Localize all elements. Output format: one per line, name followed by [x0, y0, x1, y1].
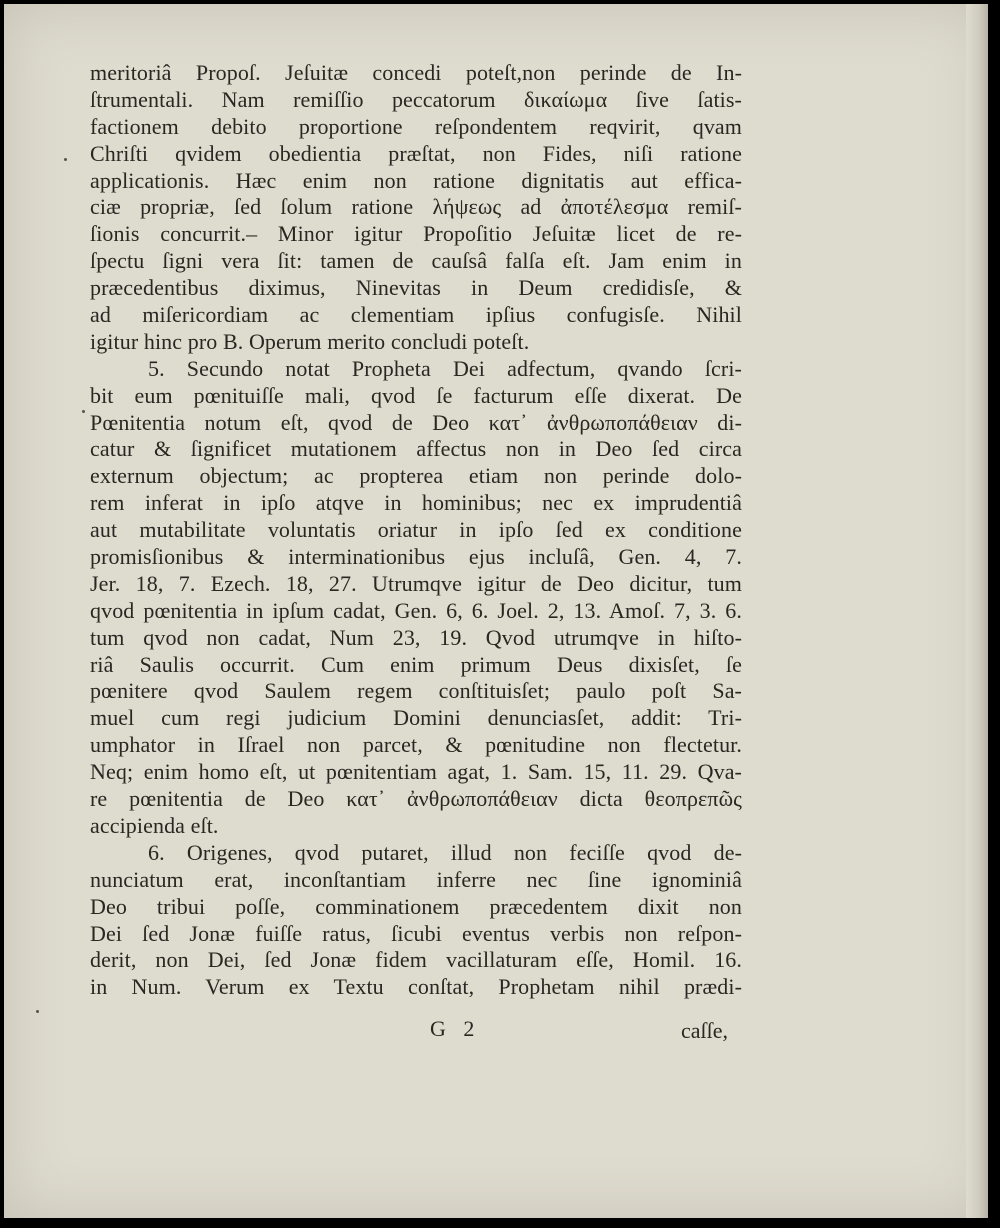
margin-mark [36, 1010, 39, 1013]
text-line-15: catur & ſignificet mutationem affectus non in Deo ſed circa [90, 436, 742, 462]
text-line-23: riâ Saulis occurrit. Cum enim primum Deus dixisſet, ſe [90, 651, 742, 677]
text-line-7: ſionis concurrit.– Minor igitur Propoſitio Jeſuitæ licet de re- [90, 221, 742, 247]
text-line-26: umphator in Iſrael non parcet, & pœnitudine non flectetur. [90, 732, 742, 758]
text-line-17: rem inferat in ipſo atqve in hominibus; nec ex imprudentiâ [90, 490, 742, 516]
page-footer [90, 1016, 742, 1046]
text-line-13: bit eum pœnituiſſe mali, qvod ſe facturum eſſe dixerat. De [90, 382, 742, 408]
text-line-27: Neq; enim homo eſt, ut pœnitentiam agat, 1. Sam. 15, 11. 29. Qva- [90, 759, 742, 785]
margin-mark [82, 410, 85, 413]
text-line-8: ſpectu ſigni vera ſit: tamen de cauſsâ falſa eſt. Jam enim in [90, 248, 742, 274]
text-line-24: pœnitere qvod Saulem regem conſtituisſet; paulo poſt Sa- [90, 678, 742, 704]
text-line-10: ad miſericordiam ac clementiam ipſius confugisſe. Nihil [90, 302, 742, 328]
catchword: caſſe, [680, 1018, 728, 1043]
text-line-35: in Num. Verum ex Textu conſtat, Prophetam nihil prædi- [90, 974, 742, 1000]
text-line-3: factionem debito proportione reſpondentem reqvirit, qvam [90, 113, 742, 139]
text-line-25: muel cum regi judicium Domini denunciasſet, addit: Tri- [90, 705, 742, 731]
text-line-2: ſtrumentali. Nam remiſſio peccatorum δικαίωμα ſive ſatis- [90, 86, 742, 112]
text-line-32: Deo tribui poſſe, comminationem præcedentem dixit non [90, 893, 742, 919]
text-block [90, 60, 742, 1001]
text-line-21: qvod pœnitentia in ipſum cadat, Gen. 6, 6. Joel. 2, 13. Amoſ. 7, 3. 6. [90, 597, 742, 623]
text-line-28: re pœnitentia de Deo κατ᾽ ἀνθρωποπάθειαν dicta θεοπρεπῶς [90, 786, 742, 812]
text-line-34: derit, non Dei, ſed Jonæ fidem vacillaturam eſſe, Homil. 16. [90, 947, 742, 973]
text-line-18: aut mutabilitate voluntatis oriatur in ipſo ſed ex conditione [90, 517, 742, 543]
text-line-31: nunciatum erat, inconſtantiam inferre nec ſine ignominiâ [90, 866, 742, 892]
text-line-9: præcedentibus diximus, Ninevitas in Deum credidisſe, & [90, 275, 742, 301]
text-line-16: externum objectum; ac propterea etiam non perinde dolo- [90, 463, 742, 489]
text-line-5: applicationis. Hæc enim non ratione dignitatis aut effica- [90, 167, 742, 193]
text-line-22: tum qvod non cadat, Num 23, 19. Qvod utrumqve in hiſto- [90, 624, 742, 650]
margin-mark [64, 158, 67, 161]
text-line-33: Dei ſed Jonæ fuiſſe ratus, ſicubi eventus verbis non reſpon- [90, 920, 742, 946]
text-line-1: meritoriâ Propoſ. Jeſuitæ concedi poteſt,non perinde de In- [90, 60, 742, 85]
page-edge [966, 4, 988, 1218]
text-line-19: promisſionibus & interminationibus ejus incluſâ, Gen. 4, 7. [90, 544, 742, 570]
text-line-14: Pœnitentia notum eſt, qvod de Deo κατ᾽ ἀνθρωποπάθειαν di- [90, 409, 742, 435]
text-line-20: Jer. 18, 7. Ezech. 18, 27. Utrumqve igitur de Deo dicitur, tum [90, 570, 742, 596]
text-line-11: igitur hinc pro B. Operum merito concludi poteſt. [90, 328, 530, 354]
text-line-6: ciæ propriæ, ſed ſolum ratione λήψεως ad ἀποτέλεσμα remiſ- [90, 194, 742, 220]
text-line-30: 6. Origenes, qvod putaret, illud non feciſſe qvod de- [148, 839, 742, 865]
signature-mark: G 2 [430, 1016, 481, 1041]
text-line-12: 5. Secundo notat Propheta Dei adfectum, qvando ſcri- [148, 355, 742, 381]
text-line-29: accipienda eſt. [90, 812, 219, 838]
text-line-4: Chriſti qvidem obedientia præſtat, non Fides, niſi ratione [90, 140, 742, 166]
page-scan [4, 4, 988, 1218]
